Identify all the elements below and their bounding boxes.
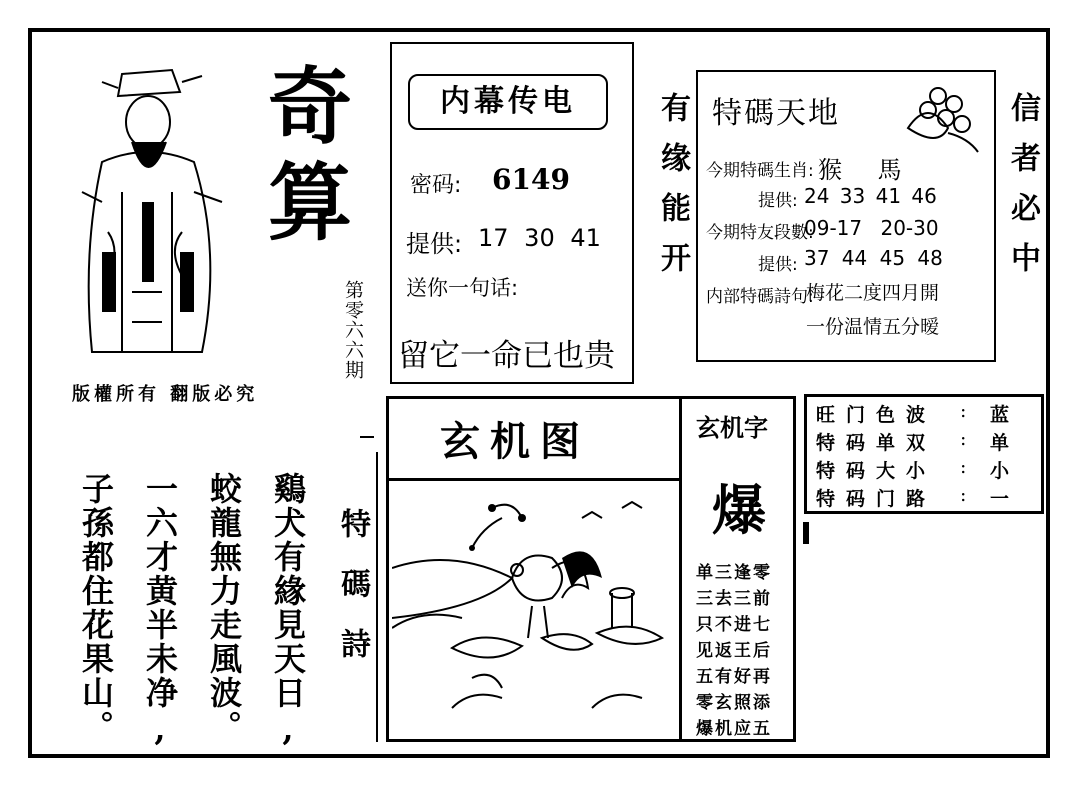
issue-number: 第零六六期 xyxy=(342,280,364,380)
edge-bar xyxy=(908,754,1040,757)
masthead-title-bottom: 算 xyxy=(268,153,353,252)
tema-tiandi-title: 特碼天地 xyxy=(712,96,840,131)
grape-ornament-icon xyxy=(898,78,986,158)
phrase-label: 送你一句话: xyxy=(406,276,519,300)
rooster-illustration xyxy=(392,488,678,736)
poem-line-1: 梅花二度四月開 xyxy=(806,282,940,304)
copyright-notice: 版權所有 翻版必究 xyxy=(72,384,259,405)
stat-row-sep: : xyxy=(960,456,967,478)
segment-value: 09-17 20-30 xyxy=(804,216,939,240)
xuanji-zi-line: 三去三前 xyxy=(696,589,772,609)
inside-news-title: 内幕传电 xyxy=(408,74,608,130)
xuanji-zi-line: 五有好再 xyxy=(696,667,772,687)
stat-row-label: 特码大小 xyxy=(816,460,937,482)
poem-line: 一六才黄半未净, xyxy=(141,472,179,750)
poem-divider xyxy=(360,436,374,438)
edge-bar xyxy=(803,522,809,544)
segment-label: 今期特友段數: xyxy=(706,223,814,243)
stat-row-value: 小 xyxy=(990,460,1010,482)
deity-illustration xyxy=(62,52,242,372)
stat-row-value: 单 xyxy=(990,432,1010,454)
stat-row-value: 蓝 xyxy=(990,404,1010,426)
xuanji-zi-line: 见返王后 xyxy=(696,641,772,661)
xuanji-zi-char: 爆 xyxy=(712,478,766,542)
provide2-label: 提供: xyxy=(758,255,798,275)
xuanji-tu-title: 玄机图 xyxy=(440,418,590,465)
poem-line: 蛟龍無力走風波。 xyxy=(205,472,243,744)
provide1-value: 24 33 41 46 xyxy=(804,184,937,208)
poem-line-2: 一份温情五分暧 xyxy=(806,316,940,338)
stat-row-label: 特码单双 xyxy=(816,432,937,454)
stat-row-sep: : xyxy=(960,484,967,506)
password-label: 密码: xyxy=(410,173,462,198)
stat-row-label: 旺门色波 xyxy=(816,404,937,426)
side-left-slogan: 有缘能开 xyxy=(655,92,690,292)
stat-row-value: 一 xyxy=(990,488,1010,510)
xuanji-zi-title: 玄机字 xyxy=(696,413,768,442)
stat-row-label: 特码门路 xyxy=(816,488,937,510)
xuanji-zi-line: 单三逢零 xyxy=(696,563,772,583)
masthead-title-top: 奇 xyxy=(268,57,353,156)
provide2-value: 37 44 45 48 xyxy=(804,246,943,270)
phrase-text: 留它一命已也贵 xyxy=(398,338,615,374)
stat-row-sep: : xyxy=(960,428,967,450)
provide1-label: 提供: xyxy=(758,191,798,211)
zodiac-value: 猴 馬 xyxy=(818,156,916,184)
poem-label: 内部特碼詩句: xyxy=(706,287,814,307)
poem-line: 鷄犬有緣見天日, xyxy=(269,472,307,750)
xuanji-zi-line: 爆机应五 xyxy=(696,719,772,739)
zodiac-label: 今期特碼生肖: xyxy=(706,161,814,181)
provide-value: 17 30 41 xyxy=(478,224,601,252)
poem-right-border xyxy=(376,452,378,742)
provide-label: 提供: xyxy=(406,230,463,258)
poem-title: 特碼詩 xyxy=(335,508,370,688)
side-right-slogan: 信者必中 xyxy=(1005,92,1040,292)
stat-row-sep: : xyxy=(960,400,967,422)
xuanji-zi-line: 只不进七 xyxy=(696,615,772,635)
poem-line: 子孫都住花果山。 xyxy=(77,472,115,744)
xuanji-tu-divider xyxy=(386,478,682,481)
password-value: 6149 xyxy=(492,163,570,196)
xuanji-zi-line: 零玄照添 xyxy=(696,693,772,713)
